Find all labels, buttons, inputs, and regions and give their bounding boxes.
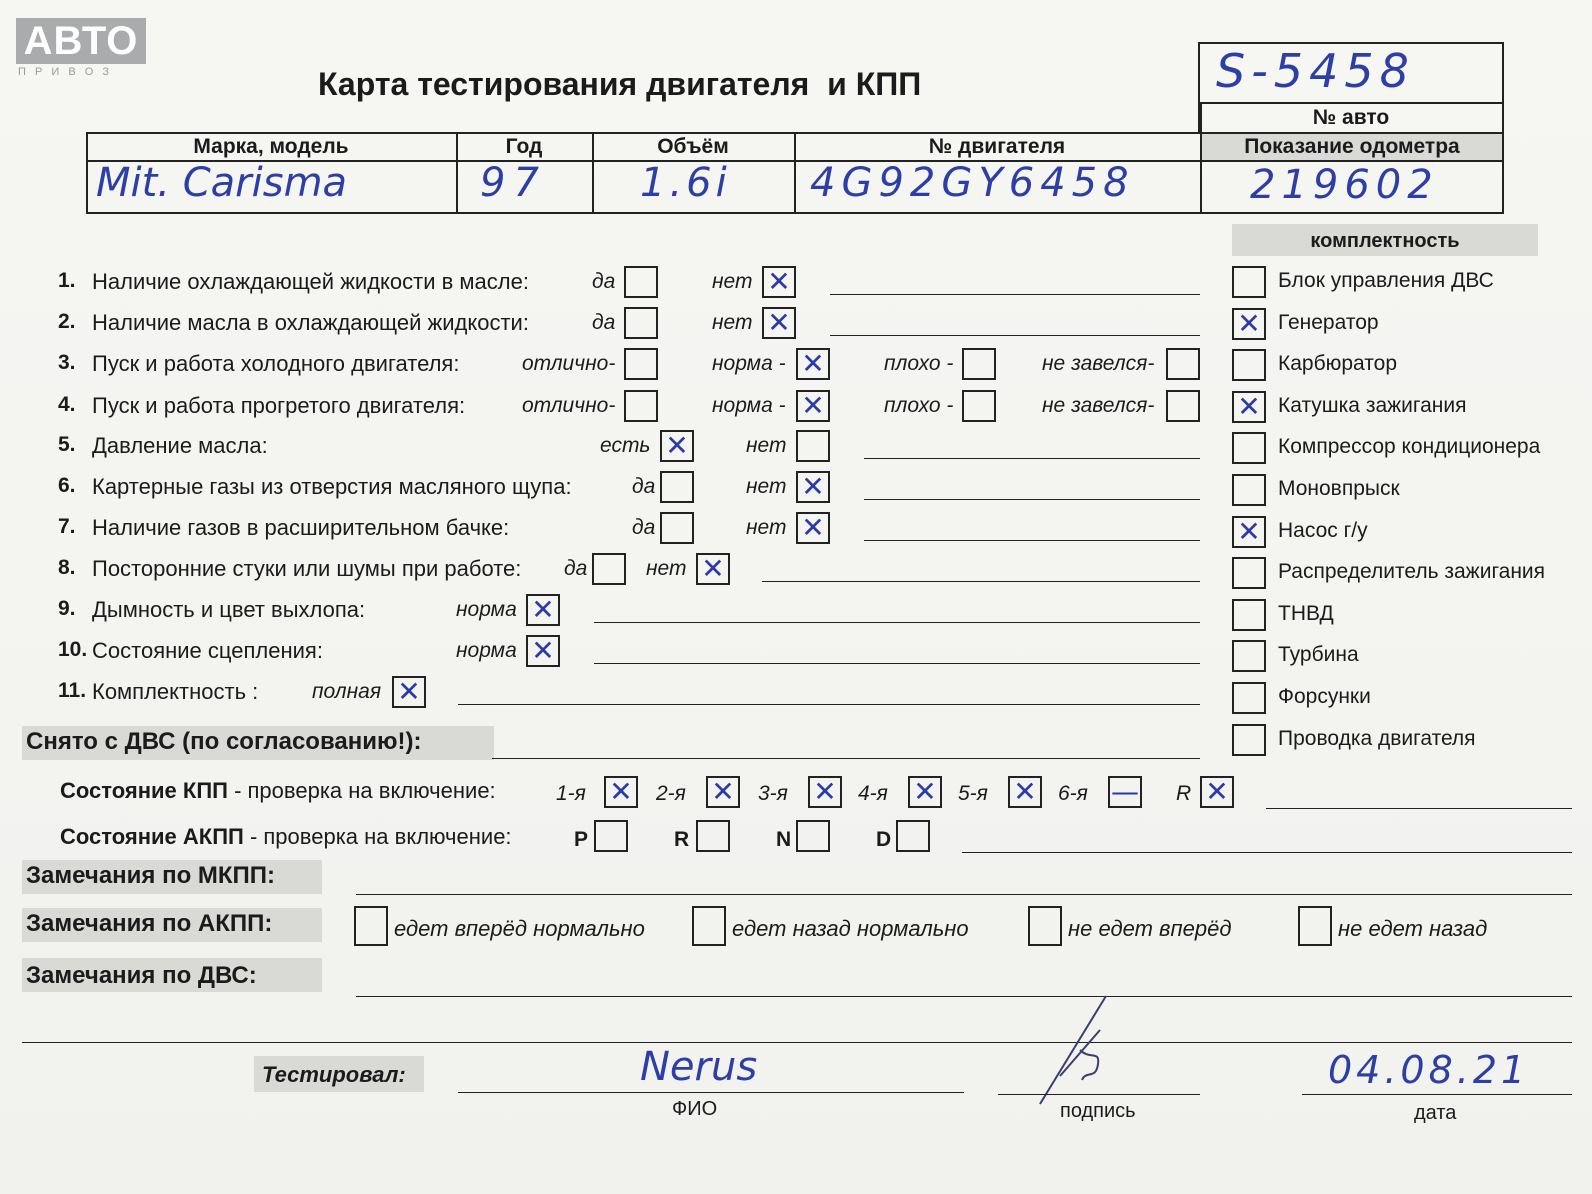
option-label: да [564, 557, 588, 580]
col-header-odometer: Показание одометра [1244, 135, 1460, 158]
gear-label: R [1176, 782, 1192, 805]
option-checkbox[interactable] [1166, 348, 1200, 380]
komplekt-item-label: Турбина [1278, 643, 1359, 667]
car-number-value: S-5458 [1216, 44, 1415, 98]
option-checkbox[interactable] [624, 266, 658, 298]
answer-line [830, 335, 1200, 336]
komplekt-title: комплектность [1310, 230, 1460, 252]
gear-checkbox[interactable] [706, 776, 740, 808]
option-checkbox[interactable] [962, 390, 996, 422]
option-label: да [592, 270, 616, 293]
option-label: полная [312, 680, 382, 703]
value-model: Mit. Carisma [96, 160, 348, 206]
question-text: Наличие охлаждающей жидкости в масле: [92, 269, 529, 294]
akpp-remark-label: едет вперёд нормально [394, 916, 645, 941]
komplekt-item-label: Распределитель зажигания [1278, 560, 1546, 584]
question-number: 10. [58, 638, 88, 661]
check-mark-icon: — [1111, 775, 1139, 808]
akpp-remark-label: не едет вперёд [1068, 916, 1232, 941]
option-checkbox[interactable] [624, 307, 658, 339]
option-label: нет [746, 434, 787, 457]
option-label: отлично- [522, 394, 616, 417]
option-checkbox[interactable] [696, 553, 730, 585]
check-mark-icon: ✕ [801, 389, 825, 422]
gear-label: 4-я [858, 782, 888, 805]
check-mark-icon: ✕ [531, 593, 555, 626]
komplekt-item-label: Моновпрыск [1278, 477, 1400, 500]
option-label: плохо - [884, 352, 954, 375]
page-title: Карта тестирования двигателя и КПП [318, 66, 922, 102]
option-checkbox[interactable] [592, 553, 626, 585]
komplekt-item-label: Компрессор кондиционера [1278, 435, 1541, 459]
option-checkbox[interactable] [660, 430, 694, 462]
option-checkbox[interactable] [624, 348, 658, 380]
komplekt-checkbox-7[interactable] [1232, 557, 1266, 589]
komplekt-checkbox-5[interactable] [1232, 474, 1266, 506]
option-label: не завелся- [1042, 352, 1155, 375]
check-mark-icon: ✕ [813, 775, 837, 808]
check-mark-icon: ✕ [801, 511, 825, 544]
option-checkbox[interactable] [1166, 390, 1200, 422]
check-mark-icon: ✕ [1237, 389, 1261, 423]
akpp-mode-label: N [776, 828, 792, 851]
option-label: плохо - [884, 394, 954, 417]
option-checkbox[interactable] [962, 348, 996, 380]
komplekt-checkbox-8[interactable] [1232, 599, 1266, 631]
check-mark-icon: ✕ [767, 265, 791, 298]
gear-checkbox[interactable] [604, 776, 638, 808]
remarks-dvs-label: Замечания по ДВС: [26, 962, 257, 989]
komplekt-checkbox-1[interactable] [1232, 308, 1266, 340]
option-label: нет [646, 557, 687, 580]
answer-line [864, 499, 1200, 500]
logo [16, 18, 148, 80]
check-mark-icon: ✕ [665, 429, 689, 462]
value-engine-no: 4G92GY6458 [810, 160, 1135, 206]
name-caption: ФИО [672, 1098, 718, 1120]
komplekt-item-label: Форсунки [1278, 685, 1371, 708]
option-label: нет [712, 270, 753, 293]
check-mark-icon: ✕ [913, 775, 937, 808]
gear-checkbox[interactable] [1008, 776, 1042, 808]
answer-line [830, 294, 1200, 295]
option-checkbox[interactable] [796, 430, 830, 462]
check-mark-icon: ✕ [531, 634, 555, 667]
gear-label: 1-я [556, 782, 586, 805]
value-volume: 1.6i [640, 160, 731, 206]
gear-checkbox[interactable] [1108, 776, 1142, 808]
option-label: нет [712, 311, 753, 334]
test-date: 04.08.21 [1328, 1048, 1530, 1092]
akpp-label-rest: - проверка на включение: [243, 824, 512, 849]
question-text: Картерные газы из отверстия масляного щупа: [92, 474, 572, 499]
akpp-mode-checkbox[interactable] [594, 820, 628, 852]
gear-label: 5-я [958, 782, 988, 805]
option-label: да [592, 311, 616, 334]
komplekt-checkbox-3[interactable] [1232, 391, 1266, 423]
gear-label: 2-я [656, 782, 686, 805]
removed-label: Снято с ДВС (по согласованию!): [26, 728, 422, 755]
kpp-label [60, 778, 496, 804]
kpp-label-rest: - проверка на включение: [227, 778, 496, 803]
col-header-engine-no: № двигателя [928, 135, 1066, 158]
col-header-year: Год [505, 135, 543, 158]
check-mark-icon: ✕ [609, 775, 633, 808]
option-label: норма - [712, 352, 786, 375]
akpp-remark-checkbox[interactable] [1298, 906, 1332, 946]
tested-label: Тестировал: [262, 1062, 406, 1087]
akpp-remark-checkbox[interactable] [1028, 906, 1062, 946]
akpp-remark-checkbox[interactable] [354, 906, 388, 946]
gear-checkbox[interactable] [1200, 776, 1234, 808]
answer-line [594, 622, 1200, 623]
option-checkbox[interactable] [796, 348, 830, 380]
akpp-remark-checkbox[interactable] [692, 906, 726, 946]
option-checkbox[interactable] [762, 266, 796, 298]
gear-label: 3-я [758, 782, 788, 805]
remarks-mkpp-label: Замечания по МКПП: [26, 862, 276, 889]
akpp-mode-label: R [674, 828, 690, 851]
option-checkbox[interactable] [526, 594, 560, 626]
akpp-mode-label: D [876, 828, 892, 851]
question-text: Состояние сцепления: [92, 638, 323, 663]
option-label: норма - [712, 394, 786, 417]
komplekt-checkbox-6[interactable] [1232, 516, 1266, 548]
gear-checkbox[interactable] [908, 776, 942, 808]
akpp-mode-checkbox[interactable] [896, 820, 930, 852]
check-mark-icon: ✕ [701, 552, 725, 585]
option-checkbox[interactable] [762, 307, 796, 339]
komplekt-item-label: ТНВД [1278, 601, 1334, 625]
tester-name: Nerus [640, 1044, 758, 1090]
answer-line [864, 458, 1200, 459]
col-header-volume: Объём [657, 135, 729, 158]
answer-line [864, 540, 1200, 541]
question-text: Наличие газов в расширительном бачке: [92, 515, 510, 540]
question-text: Посторонние стуки или шумы при работе: [92, 556, 522, 581]
question-number: 9. [58, 597, 76, 620]
value-odometer: 219602 [1250, 162, 1439, 208]
check-mark-icon: ✕ [1205, 775, 1229, 808]
kpp-label-bold: Состояние КПП [60, 778, 228, 803]
option-checkbox[interactable] [526, 635, 560, 667]
answer-line [594, 663, 1200, 664]
option-label: не завелся- [1042, 394, 1155, 417]
komplekt-checkbox-9[interactable] [1232, 640, 1266, 672]
komplekt-item-label: Катушка зажигания [1278, 393, 1467, 417]
komplekt-checkbox-4[interactable] [1232, 432, 1266, 464]
option-label: да [632, 516, 656, 539]
akpp-remark-label: не едет назад [1338, 916, 1488, 941]
value-year: 97 [480, 160, 547, 206]
check-mark-icon: ✕ [801, 470, 825, 503]
question-number: 3. [58, 351, 76, 374]
check-mark-icon: ✕ [767, 306, 791, 339]
remarks-akpp-label: Замечания по АКПП: [26, 910, 273, 937]
option-label: нет [746, 475, 787, 498]
option-checkbox[interactable] [660, 512, 694, 544]
komplekt-item-label: Блок управления ДВС [1278, 269, 1494, 292]
komplekt-item-label: Карбюратор [1278, 352, 1398, 376]
check-mark-icon: ✕ [801, 347, 825, 380]
akpp-mode-label: P [574, 828, 589, 851]
question-text: Дымность и цвет выхлопа: [92, 597, 366, 622]
akpp-remark-label: едет назад нормально [732, 916, 969, 941]
answer-line [762, 581, 1200, 582]
question-text: Наличие масла в охлаждающей жидкости: [92, 310, 529, 335]
check-mark-icon: ✕ [1237, 514, 1261, 548]
check-mark-icon: ✕ [1013, 775, 1037, 808]
answer-line [458, 704, 1200, 705]
akpp-mode-checkbox[interactable] [696, 820, 730, 852]
question-number: 7. [58, 515, 76, 538]
komplekt-checkbox-10[interactable] [1232, 682, 1266, 714]
akpp-mode-checkbox[interactable] [796, 820, 830, 852]
option-label: да [632, 475, 656, 498]
option-label: норма [456, 639, 517, 662]
option-label: отлично- [522, 352, 616, 375]
question-text: Пуск и работа холодного двигателя: [92, 351, 460, 376]
komplekt-checkbox-0[interactable] [1232, 266, 1266, 298]
question-text: Пуск и работа прогретого двигателя: [92, 393, 466, 418]
logo-main: АВТО [16, 18, 146, 64]
gear-checkbox[interactable] [808, 776, 842, 808]
question-number: 11. [58, 679, 87, 702]
col-header-model: Марка, модель [193, 135, 349, 158]
option-checkbox[interactable] [796, 471, 830, 503]
option-checkbox[interactable] [624, 390, 658, 422]
car-number-label: № авто [1312, 106, 1390, 129]
option-label: норма [456, 598, 517, 621]
komplekt-item-label: Проводка двигателя [1278, 726, 1476, 750]
question-number: 5. [58, 433, 76, 456]
check-mark-icon: ✕ [397, 675, 421, 708]
question-number: 2. [58, 310, 76, 333]
check-mark-icon: ✕ [1237, 306, 1261, 340]
komplekt-checkbox-11[interactable] [1232, 724, 1266, 756]
akpp-label [60, 824, 512, 850]
option-label: есть [600, 434, 651, 457]
check-mark-icon: ✕ [711, 775, 735, 808]
signature-caption: подпись [1060, 1100, 1136, 1122]
signature [1020, 990, 1130, 1110]
question-text: Комплектность : [92, 679, 259, 704]
question-text: Давление масла: [92, 433, 268, 458]
question-number: 8. [58, 556, 76, 579]
logo-sub: П Р И В О З [18, 66, 112, 78]
question-number: 4. [58, 393, 76, 416]
option-checkbox[interactable] [392, 676, 426, 708]
komplekt-item-label: Генератор [1278, 310, 1379, 334]
question-number: 6. [58, 474, 76, 497]
date-caption: дата [1414, 1102, 1457, 1124]
komplekt-checkbox-2[interactable] [1232, 349, 1266, 381]
option-checkbox[interactable] [796, 512, 830, 544]
komplekt-item-label: Насос г/у [1278, 518, 1368, 542]
option-label: нет [746, 516, 787, 539]
akpp-label-bold: Состояние АКПП [60, 824, 244, 849]
question-number: 1. [58, 269, 76, 292]
option-checkbox[interactable] [796, 390, 830, 422]
option-checkbox[interactable] [660, 471, 694, 503]
gear-label: 6-я [1058, 782, 1088, 805]
